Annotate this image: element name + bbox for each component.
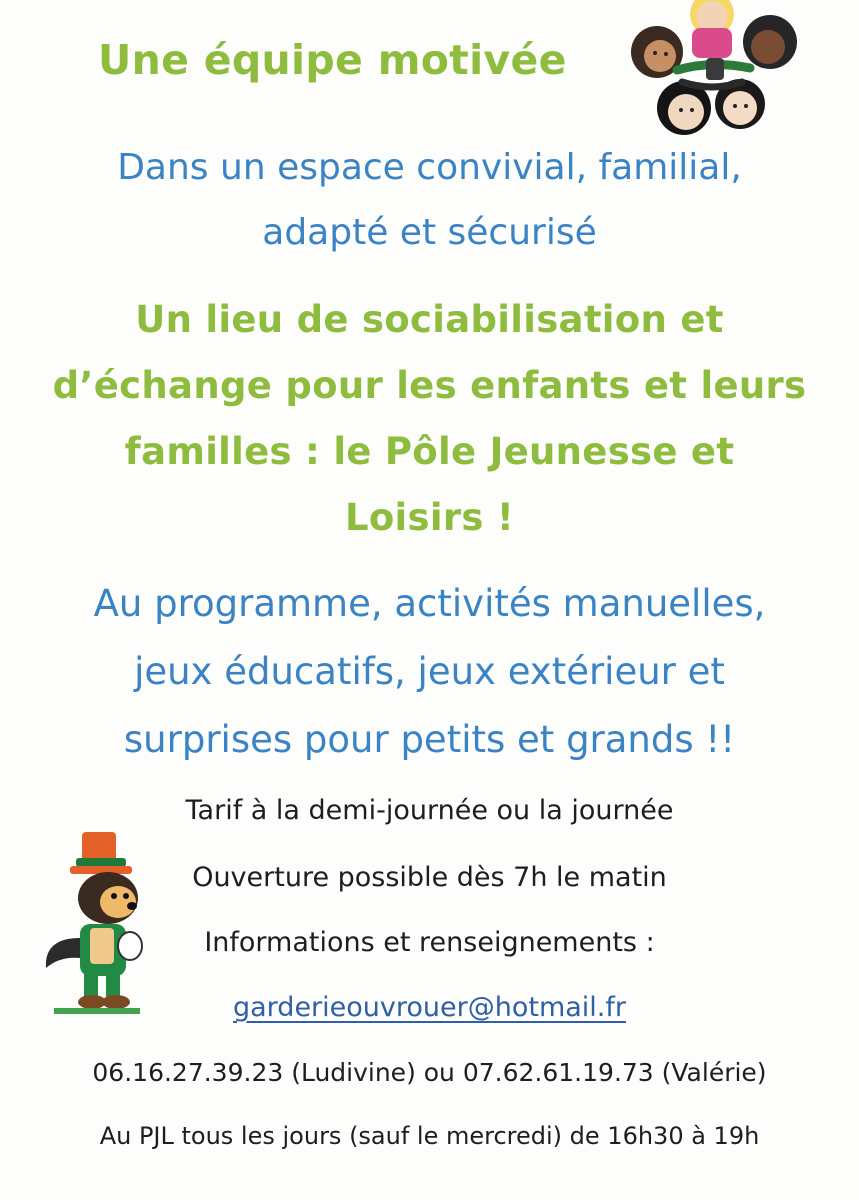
children-circle-illustration-icon <box>622 0 802 142</box>
space-line-2: adapté et sécurisé <box>262 212 597 253</box>
place-line-4: Loisirs ! <box>344 496 515 539</box>
info-heading: Informations et renseignements : <box>204 927 655 958</box>
email-link[interactable]: garderieouvrouer@hotmail.fr <box>233 992 626 1023</box>
place-line-3: familles : le Pôle Jeunesse et <box>124 430 735 473</box>
opening-hours: Au PJL tous les jours (sauf le mercredi) de 16h30 à 19h <box>99 1122 760 1150</box>
place-line-1: Un lieu de sociabilisation et <box>135 298 724 341</box>
tariff-text: Tarif à la demi-journée ou la journée <box>185 795 674 826</box>
space-line-1: Dans un espace convivial, familial, <box>117 147 742 188</box>
cartoon-character-illustration-icon <box>40 828 152 1018</box>
program-line-2: jeux éducatifs, jeux extérieur et <box>134 650 725 693</box>
program-line-1: Au programme, activités manuelles, <box>93 582 766 625</box>
phone-numbers: 06.16.27.39.23 (Ludivine) ou 07.62.61.19.73 (Valérie) <box>92 1058 767 1087</box>
opening-text: Ouverture possible dès 7h le matin <box>192 862 667 893</box>
place-line-2: d’échange pour les enfants et leurs <box>52 364 807 407</box>
flyer-title: Une équipe motivée <box>98 36 567 84</box>
program-line-3: surprises pour petits et grands !! <box>123 718 736 761</box>
